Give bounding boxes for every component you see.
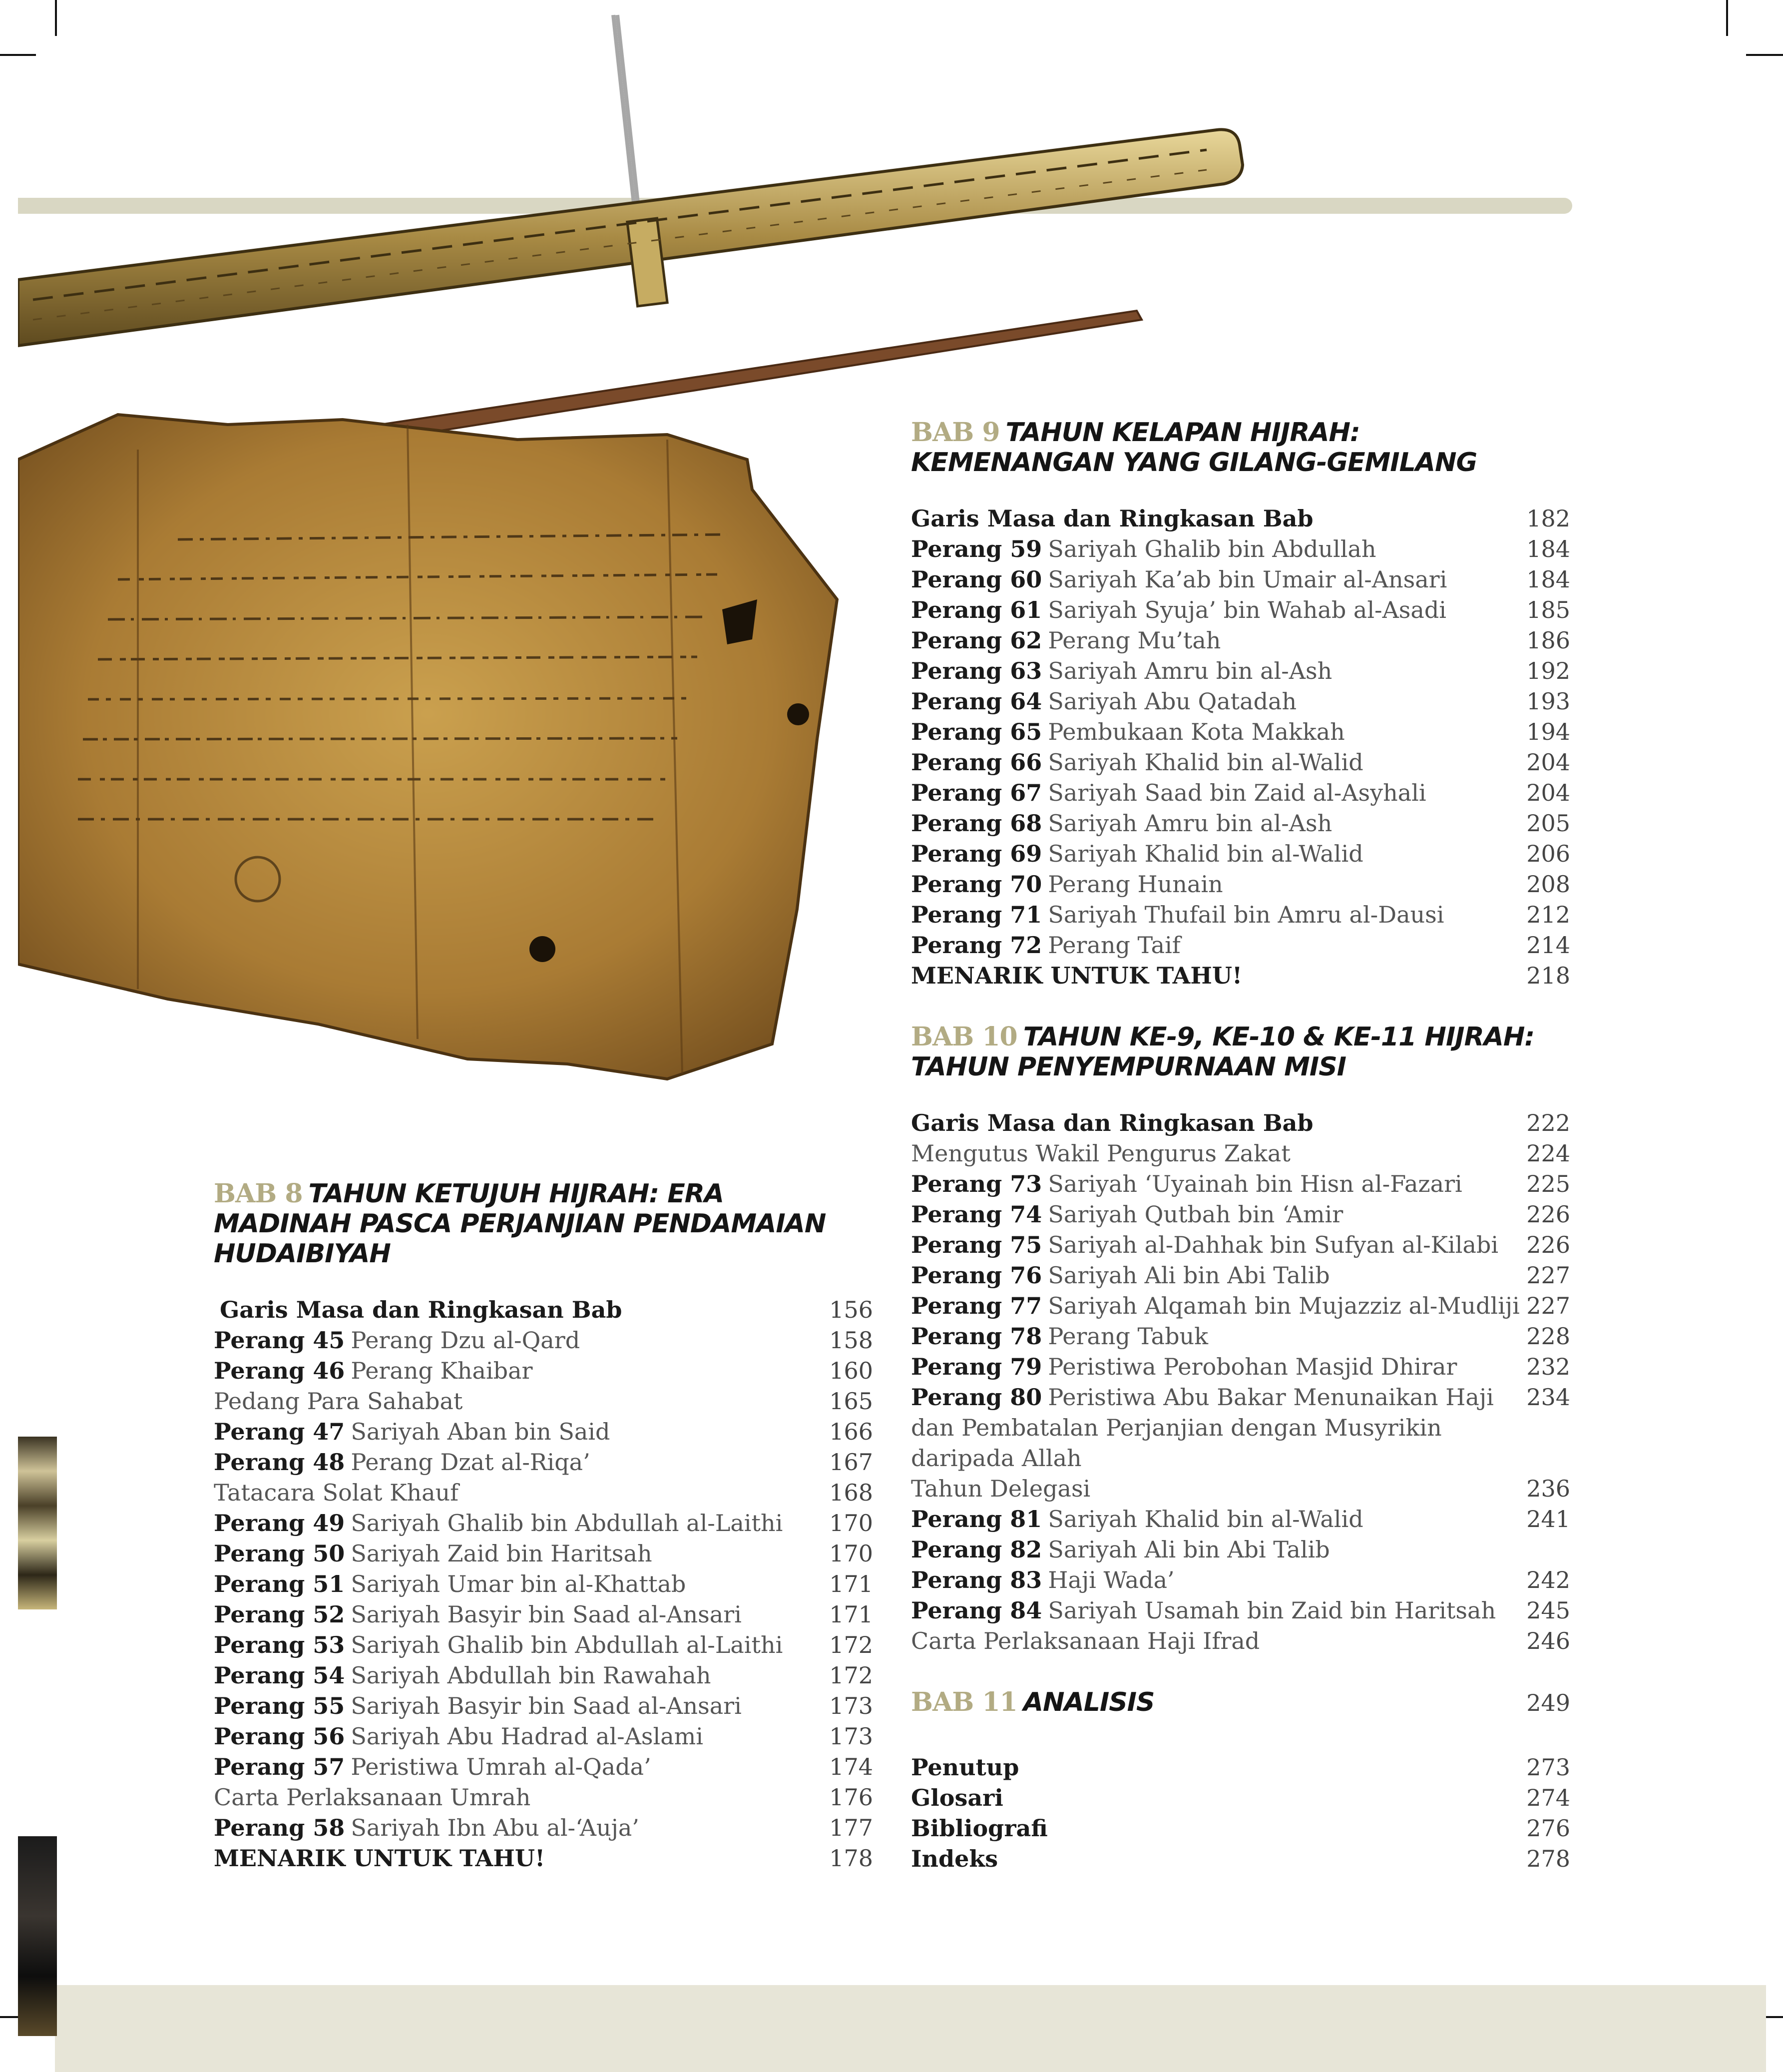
entry-page: 174 bbox=[829, 1753, 873, 1780]
entry-text: Tahun Delegasi bbox=[911, 1475, 1091, 1502]
entry-page: 232 bbox=[1526, 1353, 1570, 1380]
entry-page: 168 bbox=[829, 1479, 873, 1506]
entry-page: 212 bbox=[1526, 901, 1570, 928]
entry-page: 242 bbox=[1526, 1566, 1570, 1593]
toc-entry[interactable] bbox=[911, 1382, 1570, 1413]
entry-label: Perang 54 bbox=[214, 1662, 345, 1689]
entry-text: Glosari bbox=[911, 1784, 1003, 1811]
entry-text: Sariyah Saad bin Zaid al-Asyhali bbox=[1048, 779, 1426, 806]
bab10-heading bbox=[911, 1022, 1570, 1082]
entry-page: 246 bbox=[1526, 1627, 1570, 1654]
toc-entry[interactable] bbox=[214, 1569, 873, 1599]
entry-label: Perang 49 bbox=[214, 1510, 345, 1537]
toc-entry[interactable] bbox=[214, 1752, 873, 1782]
entry-text: Sariyah Ibn Abu al-‘Auja’ bbox=[351, 1814, 639, 1841]
entry-label: Perang 72 bbox=[911, 932, 1042, 959]
entry-label: Perang 50 bbox=[214, 1540, 345, 1567]
bab9-section bbox=[911, 418, 1570, 991]
entry-page: 234 bbox=[1526, 1384, 1570, 1411]
entry-label: Perang 55 bbox=[214, 1692, 345, 1719]
entry-text: daripada Allah bbox=[911, 1445, 1082, 1472]
toc-entry[interactable] bbox=[214, 1478, 873, 1508]
entry-text: Peristiwa Umrah al-Qada’ bbox=[351, 1753, 651, 1780]
entry-page: 171 bbox=[829, 1570, 873, 1597]
entry-text: Sariyah Khalid bin al-Walid bbox=[1048, 1506, 1363, 1533]
toc-entry-continuation bbox=[911, 1443, 1570, 1474]
bab9-number: BAB 9 bbox=[911, 417, 1000, 448]
bab10-title-line: TAHUN PENYEMPURNAAN MISI bbox=[911, 1052, 1346, 1082]
toc-entry[interactable] bbox=[911, 1504, 1570, 1535]
entry-label: Perang 83 bbox=[911, 1566, 1042, 1593]
entry-text: Sariyah Khalid bin al-Walid bbox=[1048, 840, 1363, 867]
entry-text: Carta Perlaksanaan Umrah bbox=[214, 1784, 531, 1811]
entry-text: Garis Masa dan Ringkasan Bab bbox=[220, 1296, 622, 1323]
entry-page: 273 bbox=[1526, 1754, 1570, 1781]
toc-entry[interactable] bbox=[911, 504, 1570, 534]
bab9-title-line: TAHUN KELAPAN HIJRAH: bbox=[1005, 418, 1360, 448]
entry-page: 160 bbox=[829, 1357, 873, 1384]
toc-entry[interactable] bbox=[911, 1291, 1570, 1321]
entry-text: Sariyah Abdullah bin Rawahah bbox=[351, 1662, 711, 1689]
toc-entry[interactable] bbox=[911, 1626, 1570, 1656]
bab11-page: 249 bbox=[1526, 1689, 1570, 1716]
entry-label: Perang 45 bbox=[214, 1327, 345, 1354]
entry-text: Sariyah Umar bin al-Khattab bbox=[351, 1570, 686, 1597]
entry-text: Perang Dzu al-Qard bbox=[351, 1327, 580, 1354]
toc-entry[interactable] bbox=[911, 534, 1570, 564]
entry-text: Sariyah Thufail bin Amru al-Dausi bbox=[1048, 901, 1444, 928]
entry-label: Perang 47 bbox=[214, 1418, 345, 1445]
toc-entry[interactable] bbox=[911, 1565, 1570, 1595]
entry-text: MENARIK UNTUK TAHU! bbox=[214, 1845, 545, 1872]
entry-page: 276 bbox=[1526, 1815, 1570, 1842]
entry-page: 227 bbox=[1526, 1292, 1570, 1319]
entry-label: Perang 69 bbox=[911, 840, 1042, 867]
entry-page: 208 bbox=[1526, 871, 1570, 898]
entry-text: Sariyah Abu Hadrad al-Aslami bbox=[351, 1723, 703, 1750]
entry-page: 226 bbox=[1526, 1231, 1570, 1258]
entry-label: Perang 60 bbox=[911, 566, 1042, 593]
footer-band bbox=[55, 1985, 1766, 2072]
toc-entry[interactable] bbox=[911, 1535, 1570, 1565]
entry-page: 274 bbox=[1526, 1784, 1570, 1811]
bab8-title-line: HUDAIBIYAH bbox=[214, 1239, 391, 1269]
entry-label: Perang 73 bbox=[911, 1170, 1042, 1197]
entry-page: 193 bbox=[1526, 688, 1570, 715]
entry-page: 184 bbox=[1526, 566, 1570, 593]
edge-image-strip bbox=[18, 1437, 57, 1609]
toc-entry[interactable] bbox=[911, 1108, 1570, 1138]
bab11-heading bbox=[911, 1687, 1510, 1717]
entry-label: Perang 78 bbox=[911, 1323, 1042, 1350]
toc-entry[interactable] bbox=[214, 1721, 873, 1752]
entry-label: Perang 48 bbox=[214, 1449, 345, 1476]
entry-label: Perang 68 bbox=[911, 810, 1042, 837]
entry-text: Sariyah Khalid bin al-Walid bbox=[1048, 749, 1363, 776]
entry-text: Sariyah ‘Uyainah bin Hisn al-Fazari bbox=[1048, 1170, 1462, 1197]
entry-page: 218 bbox=[1526, 962, 1570, 989]
entry-page: 172 bbox=[829, 1662, 873, 1689]
entry-text: Perang Taif bbox=[1048, 932, 1181, 959]
bab11-title: ANALISIS bbox=[1023, 1687, 1155, 1717]
entry-text: Sariyah Zaid bin Haritsah bbox=[351, 1540, 652, 1567]
toc-entry[interactable] bbox=[911, 1783, 1570, 1813]
entry-page: 192 bbox=[1526, 657, 1570, 684]
entry-label: Perang 62 bbox=[911, 627, 1042, 654]
toc-entry[interactable] bbox=[911, 1321, 1570, 1352]
crop-mark bbox=[1726, 0, 1728, 36]
entry-text: Sariyah Amru bin al-Ash bbox=[1048, 657, 1333, 684]
entry-label: Perang 79 bbox=[911, 1353, 1042, 1380]
entry-label: Perang 46 bbox=[214, 1357, 345, 1384]
entry-text: Mengutus Wakil Pengurus Zakat bbox=[911, 1140, 1291, 1167]
toc-entry[interactable] bbox=[911, 1474, 1570, 1504]
entry-text: Perang Khaibar bbox=[351, 1357, 533, 1384]
entry-page: 204 bbox=[1526, 749, 1570, 776]
bab8-title-line: TAHUN KETUJUH HIJRAH: ERA bbox=[308, 1179, 724, 1209]
entry-page: 222 bbox=[1526, 1109, 1570, 1136]
toc-entry[interactable] bbox=[214, 1325, 873, 1356]
toc-entry[interactable] bbox=[911, 961, 1570, 991]
toc-entry[interactable] bbox=[911, 1260, 1570, 1291]
bab8-entry-list bbox=[214, 1295, 873, 1874]
toc-entry[interactable] bbox=[214, 1295, 873, 1325]
entry-label: Perang 67 bbox=[911, 779, 1042, 806]
entry-page: 224 bbox=[1526, 1140, 1570, 1167]
entry-page: 204 bbox=[1526, 779, 1570, 806]
entry-label: Perang 58 bbox=[214, 1814, 345, 1841]
entry-label: Perang 64 bbox=[911, 688, 1042, 715]
entry-page: 172 bbox=[829, 1631, 873, 1658]
entry-text: Peristiwa Abu Bakar Menunaikan Haji bbox=[1048, 1384, 1494, 1411]
entry-text: Sariyah Aban bin Said bbox=[351, 1418, 610, 1445]
entry-page: 278 bbox=[1526, 1845, 1570, 1872]
entry-label: Perang 51 bbox=[214, 1570, 345, 1597]
entry-page: 173 bbox=[829, 1723, 873, 1750]
bab9-entry-list bbox=[911, 504, 1570, 991]
entry-label: Perang 77 bbox=[911, 1292, 1042, 1319]
toc-entry[interactable] bbox=[911, 656, 1570, 686]
entry-label: Perang 71 bbox=[911, 901, 1042, 928]
entry-text: Peristiwa Perobohan Masjid Dhirar bbox=[1048, 1353, 1457, 1380]
entry-text: Perang Tabuk bbox=[1048, 1323, 1209, 1350]
toc-entry[interactable] bbox=[214, 1386, 873, 1417]
entry-label: Perang 80 bbox=[911, 1384, 1042, 1411]
entry-page: 236 bbox=[1526, 1475, 1570, 1502]
entry-label: Perang 63 bbox=[911, 657, 1042, 684]
entry-text: Sariyah Ali bin Abi Talib bbox=[1048, 1262, 1330, 1289]
toc-entry[interactable] bbox=[911, 808, 1570, 839]
entry-label: Perang 74 bbox=[911, 1201, 1042, 1228]
entry-text: Bibliografi bbox=[911, 1815, 1048, 1842]
entry-label: Perang 75 bbox=[911, 1231, 1042, 1258]
entry-text: Haji Wada’ bbox=[1048, 1566, 1175, 1593]
toc-entry-continuation bbox=[911, 1413, 1570, 1443]
entry-label: Perang 76 bbox=[911, 1262, 1042, 1289]
toc-entry[interactable] bbox=[214, 1447, 873, 1478]
entry-text: Sariyah Syuja’ bin Wahab al-Asadi bbox=[1048, 596, 1446, 623]
entry-text: Pembukaan Kota Makkah bbox=[1048, 718, 1345, 745]
entry-page: 226 bbox=[1526, 1201, 1570, 1228]
bab10-number: BAB 10 bbox=[911, 1022, 1017, 1052]
entry-text: Sariyah Ka’ab bin Umair al-Ansari bbox=[1048, 566, 1447, 593]
bab8-title-line: MADINAH PASCA PERJANJIAN PENDAMAIAN bbox=[214, 1209, 826, 1239]
entry-text: Sariyah Usamah bin Zaid bin Haritsah bbox=[1048, 1597, 1496, 1624]
toc-entry[interactable] bbox=[214, 1539, 873, 1569]
entry-label: Perang 52 bbox=[214, 1601, 345, 1628]
bab11-number: BAB 11 bbox=[911, 1687, 1017, 1717]
entry-page: 166 bbox=[829, 1418, 873, 1445]
toc-entry[interactable] bbox=[911, 1199, 1570, 1230]
entry-text: Perang Mu’tah bbox=[1048, 627, 1221, 654]
entry-page: 241 bbox=[1526, 1506, 1570, 1533]
entry-page: 214 bbox=[1526, 932, 1570, 959]
bab8-number: BAB 8 bbox=[214, 1178, 303, 1209]
toc-entry[interactable] bbox=[911, 686, 1570, 717]
backmatter-section bbox=[911, 1752, 1570, 1874]
entry-page: 171 bbox=[829, 1601, 873, 1628]
entry-label: Perang 84 bbox=[911, 1597, 1042, 1624]
bab10-section bbox=[911, 1022, 1570, 1656]
entry-label: Perang 53 bbox=[214, 1631, 345, 1658]
entry-text: Carta Perlaksanaan Haji Ifrad bbox=[911, 1627, 1260, 1654]
entry-text: Sariyah Abu Qatadah bbox=[1048, 688, 1297, 715]
entry-text: MENARIK UNTUK TAHU! bbox=[911, 962, 1243, 989]
entry-page: 167 bbox=[829, 1449, 873, 1476]
bab9-heading bbox=[911, 418, 1570, 478]
toc-entry[interactable] bbox=[911, 1752, 1570, 1783]
toc-entry[interactable] bbox=[911, 1230, 1570, 1260]
toc-entry[interactable] bbox=[214, 1508, 873, 1539]
entry-page: 184 bbox=[1526, 535, 1570, 562]
toc-entry[interactable] bbox=[911, 930, 1570, 961]
entry-text: Sariyah Ghalib bin Abdullah bbox=[1048, 535, 1376, 562]
edge-image-strip bbox=[18, 1836, 57, 2036]
entry-page: 170 bbox=[829, 1540, 873, 1567]
bab11-section[interactable] bbox=[911, 1687, 1570, 1718]
toc-entry[interactable] bbox=[911, 625, 1570, 656]
toc-entry[interactable] bbox=[214, 1660, 873, 1691]
toc-entry[interactable] bbox=[214, 1813, 873, 1843]
entry-page: 178 bbox=[829, 1845, 873, 1872]
toc-entry[interactable] bbox=[214, 1356, 873, 1386]
toc-entry[interactable] bbox=[911, 1138, 1570, 1169]
entry-page: 205 bbox=[1526, 810, 1570, 837]
entry-text: Perang Dzat al-Riqa’ bbox=[351, 1449, 590, 1476]
entry-page: 194 bbox=[1526, 718, 1570, 745]
toc-entry[interactable] bbox=[214, 1843, 873, 1874]
entry-page: 185 bbox=[1526, 596, 1570, 623]
entry-page: 158 bbox=[829, 1327, 873, 1354]
toc-entry[interactable] bbox=[214, 1782, 873, 1813]
entry-label: Perang 82 bbox=[911, 1536, 1042, 1563]
bab8-heading bbox=[214, 1179, 873, 1269]
toc-entry[interactable] bbox=[911, 595, 1570, 625]
entry-page: 156 bbox=[829, 1296, 873, 1323]
entry-label: Perang 59 bbox=[911, 535, 1042, 562]
entry-label: Perang 56 bbox=[214, 1723, 345, 1750]
parchment-letter bbox=[18, 415, 837, 1079]
entry-page: 170 bbox=[829, 1510, 873, 1537]
entry-page: 245 bbox=[1526, 1597, 1570, 1624]
toc-entry[interactable] bbox=[911, 900, 1570, 930]
entry-page: 225 bbox=[1526, 1170, 1570, 1197]
entry-text: Sariyah Ghalib bin Abdullah al-Laithi bbox=[351, 1631, 783, 1658]
entry-page: 177 bbox=[829, 1814, 873, 1841]
toc-entry[interactable] bbox=[214, 1630, 873, 1660]
entry-label: Perang 81 bbox=[911, 1506, 1042, 1533]
entry-text: Indeks bbox=[911, 1845, 998, 1872]
toc-entry[interactable] bbox=[911, 564, 1570, 595]
entry-text: Sariyah al-Dahhak bin Sufyan al-Kilabi bbox=[1048, 1231, 1499, 1258]
bab10-title-line: TAHUN KE-9, KE-10 & KE-11 HIJRAH: bbox=[1023, 1022, 1535, 1052]
entry-text: Pedang Para Sahabat bbox=[214, 1388, 463, 1415]
entry-text: dan Pembatalan Perjanjian dengan Musyrikin bbox=[911, 1414, 1442, 1441]
entry-label: Perang 65 bbox=[911, 718, 1042, 745]
entry-page: 182 bbox=[1526, 505, 1570, 532]
entry-text: Sariyah Amru bin al-Ash bbox=[1048, 810, 1333, 837]
entry-page: 206 bbox=[1526, 840, 1570, 867]
toc-entry[interactable] bbox=[911, 869, 1570, 900]
entry-label: Perang 66 bbox=[911, 749, 1042, 776]
toc-entry[interactable] bbox=[911, 839, 1570, 869]
bab9-title-line: KEMENANGAN YANG GILANG-GEMILANG bbox=[911, 448, 1477, 478]
entry-page: 227 bbox=[1526, 1262, 1570, 1289]
toc-entry[interactable] bbox=[911, 747, 1570, 778]
crop-mark bbox=[1746, 54, 1783, 56]
entry-text: Sariyah Ghalib bin Abdullah al-Laithi bbox=[351, 1510, 783, 1537]
toc-entry[interactable] bbox=[214, 1691, 873, 1721]
toc-entry[interactable] bbox=[911, 778, 1570, 808]
entry-page: 186 bbox=[1526, 627, 1570, 654]
entry-page: 176 bbox=[829, 1784, 873, 1811]
entry-text: Penutup bbox=[911, 1754, 1019, 1781]
toc-entry[interactable] bbox=[911, 717, 1570, 747]
toc-entry[interactable] bbox=[911, 1813, 1570, 1844]
entry-text: Sariyah Basyir bin Saad al-Ansari bbox=[351, 1601, 742, 1628]
toc-entry[interactable] bbox=[911, 1844, 1570, 1874]
entry-page: 173 bbox=[829, 1692, 873, 1719]
toc-entry[interactable] bbox=[911, 1352, 1570, 1382]
toc-entry[interactable] bbox=[214, 1599, 873, 1630]
entry-text: Sariyah Qutbah bin ‘Amir bbox=[1048, 1201, 1343, 1228]
entry-text: Sariyah Alqamah bin Mujazziz al-Mudliji bbox=[1048, 1292, 1520, 1319]
toc-entry[interactable] bbox=[214, 1417, 873, 1447]
toc-entry[interactable] bbox=[911, 1595, 1570, 1626]
entry-text: Sariyah Ali bin Abi Talib bbox=[1048, 1536, 1330, 1563]
toc-entry[interactable] bbox=[911, 1169, 1570, 1199]
bab10-entry-list bbox=[911, 1108, 1570, 1656]
entry-text: Garis Masa dan Ringkasan Bab bbox=[911, 505, 1314, 532]
entry-text: Garis Masa dan Ringkasan Bab bbox=[911, 1109, 1314, 1136]
bab8-section bbox=[214, 1179, 873, 1874]
entry-label: Perang 70 bbox=[911, 871, 1042, 898]
entry-text: Sariyah Basyir bin Saad al-Ansari bbox=[351, 1692, 742, 1719]
entry-text: Tatacara Solat Khauf bbox=[214, 1479, 459, 1506]
entry-label: Perang 57 bbox=[214, 1753, 345, 1780]
entry-page: 165 bbox=[829, 1388, 873, 1415]
entry-text: Perang Hunain bbox=[1048, 871, 1223, 898]
entry-label: Perang 61 bbox=[911, 596, 1042, 623]
entry-page: 228 bbox=[1526, 1323, 1570, 1350]
